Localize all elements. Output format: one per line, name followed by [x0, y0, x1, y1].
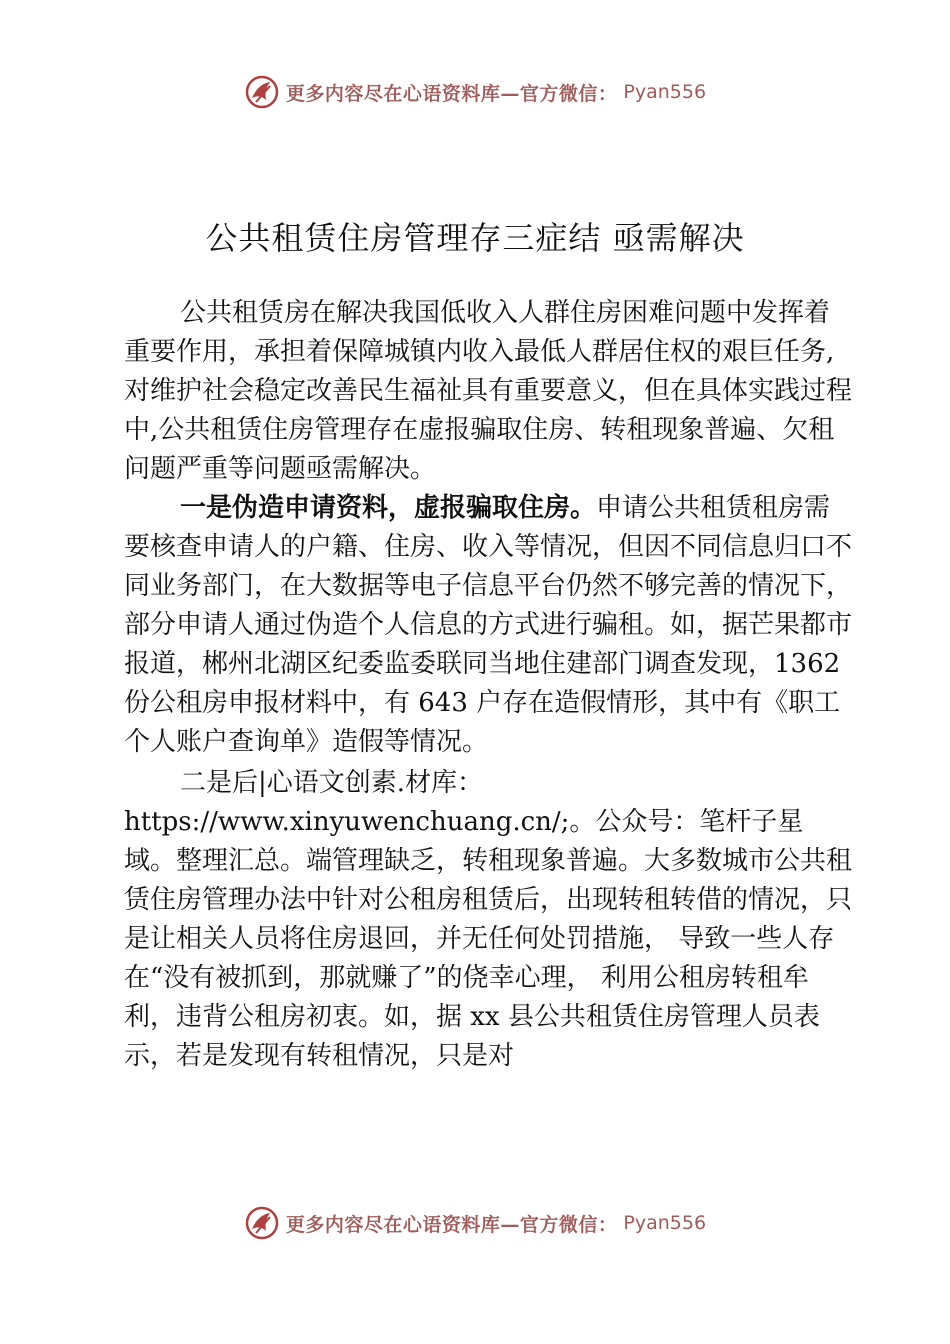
document-title: 公共租赁住房管理存三症结 亟需解决 — [205, 219, 745, 257]
paragraph-text: 申请公共租赁租房需要核查申请人的户籍、住房、收入等情况，但因不同信息归口不同业务部门，在大数据等电子信息平台仍然不够完善的情况下，部分申请人通过伪造个人信息的方式进行骗租。如，据芒果都市报道，郴州北湖区纪委监委联同当地住建部门调查发现，1362 份公租房申报材料中，有 643 户存在造假情形，其中有《职工个人账户查询单》造假等情况。 — [124, 493, 853, 757]
header-banner — [0, 72, 950, 112]
paragraph-text: 公共租赁房在解决我国低收入人群住房困难问题中发挥着重要作用，承担着保障城镇内收入最低人群居住权的艰巨任务,对维护社会稳定改善民生福祉具有重要意义，但在具体实践过程中,公共租赁住房管理存在虚报骗取住房、转租现象普遍、欠租问题严重等问题亟需解决。 — [124, 298, 853, 484]
logo-icon — [244, 1205, 280, 1241]
paragraph-lead: 一是伪造申请资料，虚报骗取住房。 — [180, 493, 597, 523]
logo-icon — [244, 74, 280, 110]
banner-text: 更多内容尽在心语资料库—官方微信： — [285, 1213, 618, 1236]
paragraph-point-two — [124, 764, 854, 1076]
paragraph-text: 二是后|心语文创素.材库：https://www.xinyuwenchuang.cn/;。公众号：笔杆子星域。整理汇总。端管理缺乏，转租现象普遍。大多数城市公共租赁住房管理办法中针对公租房租赁后，出现转租转借的情况，只是让相关人员将住房退回，并无任何处罚措施， 导致一些人存在“没有被抓到，那就赚了”的侥幸心理， 利用公租房转租牟利，违背公租房初衷。如，据 xx 县公共租赁住房管理人员表示，若是发现有转租情况，只是对 — [124, 768, 853, 1071]
paragraph-point-one — [124, 489, 854, 762]
paragraph-intro — [124, 294, 854, 489]
banner-wechat-id: Pyan556 — [623, 1212, 707, 1234]
document-body — [124, 294, 854, 1076]
footer-banner — [0, 1203, 950, 1243]
banner-wechat-id: Pyan556 — [623, 81, 707, 103]
banner-text: 更多内容尽在心语资料库—官方微信： — [285, 82, 618, 105]
